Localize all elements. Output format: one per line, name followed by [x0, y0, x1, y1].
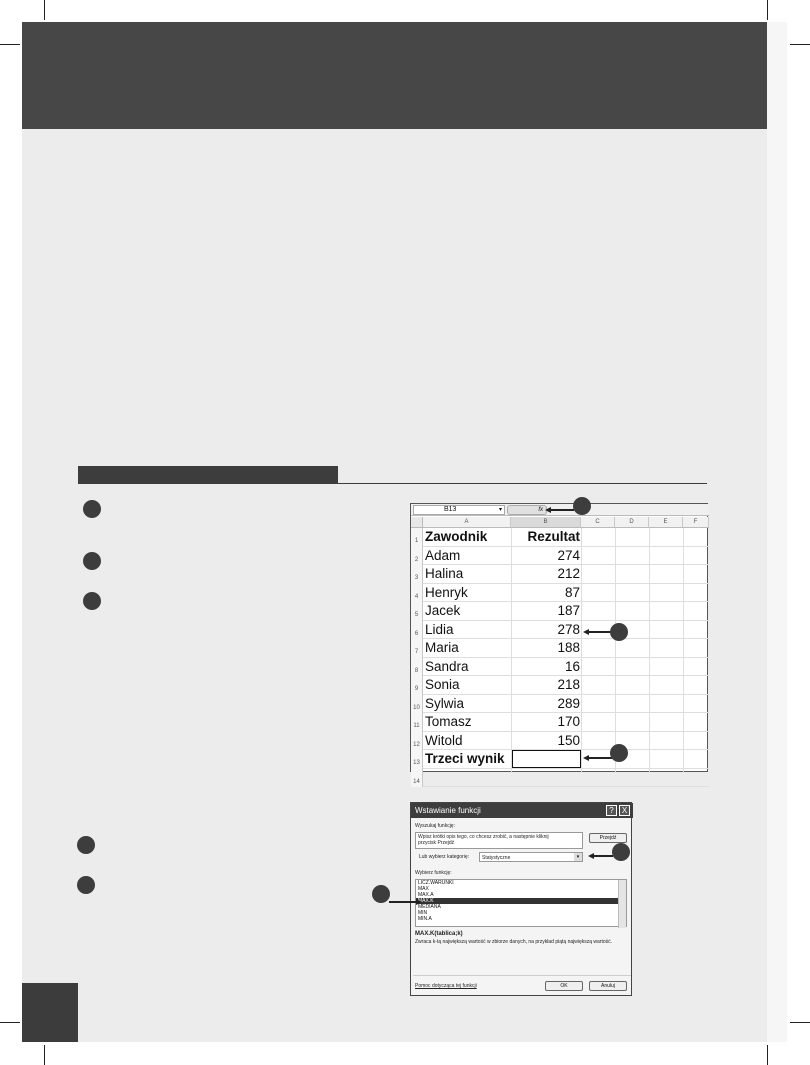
active-cell-b13[interactable] — [512, 750, 581, 768]
callout-arrow — [593, 855, 613, 857]
table-row — [411, 584, 709, 603]
callout-arrow-head — [416, 899, 422, 905]
cell-name[interactable]: Trzeci wynik — [425, 751, 505, 766]
cell-name[interactable]: Jacek — [425, 603, 461, 618]
spreadsheet-screenshot — [410, 503, 708, 785]
cell-name[interactable]: Adam — [425, 547, 461, 563]
cell-value[interactable]: 289 — [557, 695, 580, 711]
cell-name[interactable]: Zawodnik — [425, 529, 488, 544]
row-number[interactable]: 9 — [411, 676, 423, 695]
list-item[interactable]: MIN.A — [418, 916, 432, 922]
cell-name[interactable]: Henryk — [425, 584, 468, 600]
table-row — [411, 713, 709, 732]
header-band — [22, 22, 767, 129]
table-row — [411, 528, 709, 547]
cell-name[interactable]: Maria — [425, 640, 459, 655]
callout-arrow — [389, 901, 417, 903]
step-marker-4 — [77, 836, 95, 854]
crop-mark — [44, 0, 45, 20]
table-row — [411, 658, 709, 677]
cell-value[interactable]: 212 — [557, 566, 580, 581]
table-row — [411, 602, 709, 621]
cell-value[interactable]: 16 — [564, 658, 580, 674]
search-label: Wyszukaj funkcję: — [415, 823, 455, 829]
row-number[interactable]: 12 — [411, 732, 423, 751]
callout-marker-fx — [573, 497, 591, 515]
cell-value[interactable]: 87 — [564, 584, 580, 600]
row-number[interactable]: 11 — [411, 713, 423, 732]
cell-name[interactable]: Witold — [425, 732, 463, 748]
row-number[interactable]: 3 — [411, 565, 423, 584]
callout-arrow — [588, 631, 612, 633]
function-list[interactable] — [415, 879, 627, 927]
callout-marker-function — [372, 885, 390, 903]
search-input-text: Wpisz krótki opis tego, co chcesz zrobić, a następnie kliknij przycisk Przejdź — [418, 834, 549, 846]
cell-name[interactable]: Lidia — [425, 621, 454, 637]
list-item[interactable]: MAX.A — [418, 892, 434, 898]
function-list-label: Wybierz funkcję: — [415, 870, 452, 876]
cell-value[interactable]: 218 — [557, 677, 580, 692]
row-number[interactable]: 13 — [411, 750, 423, 769]
callout-marker-values — [610, 623, 628, 641]
cell-value[interactable]: 278 — [557, 621, 580, 637]
row-number[interactable]: 4 — [411, 584, 423, 603]
callout-marker-category — [612, 843, 630, 861]
cell-value[interactable]: 187 — [557, 603, 580, 618]
column-header-f[interactable]: F — [683, 517, 709, 528]
row-number[interactable]: 10 — [411, 695, 423, 714]
category-value: Statystyczne — [482, 855, 511, 861]
category-label: Lub wybierz kategorię: — [419, 854, 470, 860]
search-input[interactable] — [415, 832, 583, 849]
go-button[interactable]: Przejdź — [589, 833, 627, 843]
table-row — [411, 676, 709, 695]
step-marker-1 — [83, 500, 101, 518]
fx-icon: fx — [538, 507, 543, 513]
row-number[interactable]: 5 — [411, 602, 423, 621]
cell-value[interactable]: 150 — [557, 732, 580, 748]
column-header-d[interactable]: D — [615, 517, 649, 528]
row-number[interactable]: 6 — [411, 621, 423, 640]
crop-mark — [790, 44, 810, 45]
select-all-corner[interactable] — [411, 517, 423, 528]
column-header-b[interactable]: B — [511, 517, 581, 528]
cell-value[interactable]: 188 — [557, 640, 580, 655]
cell-name[interactable]: Sonia — [425, 677, 460, 692]
cell-value[interactable]: 170 — [557, 714, 580, 729]
cancel-button[interactable]: Anuluj — [589, 981, 627, 991]
help-link[interactable]: Pomoc dotycząca tej funkcji — [415, 983, 477, 989]
cell-value[interactable]: 274 — [557, 547, 580, 563]
section-heading-bar — [78, 466, 338, 484]
help-button[interactable]: ? — [606, 805, 617, 816]
close-button[interactable]: X — [619, 805, 630, 816]
name-box-value: B13 — [444, 506, 457, 513]
page-edge-strip — [767, 22, 787, 1042]
function-signature: MAX.K(tablica;k) — [415, 931, 463, 937]
chevron-down-icon: ▾ — [574, 853, 582, 861]
list-item[interactable]: MIN — [418, 910, 428, 916]
table-row — [411, 547, 709, 566]
footer-tab — [22, 983, 78, 1042]
row-number[interactable]: 7 — [411, 639, 423, 658]
step-marker-3 — [83, 592, 101, 610]
table-row — [411, 565, 709, 584]
crop-mark — [790, 1022, 810, 1023]
ok-button[interactable]: OK — [545, 981, 583, 991]
crop-mark — [767, 0, 768, 20]
crop-mark — [767, 1045, 768, 1065]
table-row — [411, 639, 709, 658]
chevron-down-icon: ▾ — [498, 507, 502, 513]
list-item[interactable]: MAX — [418, 886, 429, 892]
cell-name[interactable]: Tomasz — [425, 714, 472, 729]
list-scrollbar[interactable] — [618, 880, 626, 928]
category-select[interactable] — [479, 852, 583, 862]
sheet-rows — [411, 528, 709, 787]
cell-name[interactable]: Halina — [425, 566, 464, 581]
table-row — [411, 621, 709, 640]
table-row — [411, 732, 709, 751]
row-number[interactable]: 14 — [411, 769, 423, 788]
column-header-c[interactable]: C — [581, 517, 615, 528]
callout-arrow — [588, 757, 612, 759]
row-number[interactable]: 1 — [411, 528, 423, 547]
list-item-selected[interactable]: MAX.K — [416, 898, 626, 904]
cell-value[interactable]: Rezultat — [527, 529, 580, 544]
crop-mark — [44, 1045, 45, 1065]
list-item[interactable]: LICZ.WARUNKI — [418, 880, 454, 886]
dialog-title: Wstawianie funkcji — [411, 803, 633, 818]
function-description: Zwraca k-tą największą wartość w zbiorze danych, na przykład piątą największą wartość. — [415, 939, 613, 945]
insert-function-button[interactable] — [507, 505, 547, 515]
column-header-a[interactable]: A — [423, 517, 511, 528]
row-number[interactable]: 8 — [411, 658, 423, 677]
table-row — [411, 695, 709, 714]
list-item[interactable]: MEDIANA — [418, 904, 441, 910]
dialog-separator — [413, 975, 631, 976]
cell-name[interactable]: Sandra — [425, 658, 469, 674]
crop-mark — [0, 44, 20, 45]
step-marker-5 — [77, 876, 95, 894]
step-marker-2 — [83, 552, 101, 570]
callout-arrow — [550, 509, 574, 511]
column-header-e[interactable]: E — [649, 517, 683, 528]
name-box[interactable] — [413, 505, 505, 515]
table-row — [411, 769, 709, 788]
crop-mark — [0, 1022, 20, 1023]
row-number[interactable]: 2 — [411, 547, 423, 566]
section-rule — [338, 483, 707, 484]
cell-name[interactable]: Sylwia — [425, 695, 465, 711]
callout-marker-cell — [610, 744, 628, 762]
insert-function-dialog — [410, 802, 632, 996]
